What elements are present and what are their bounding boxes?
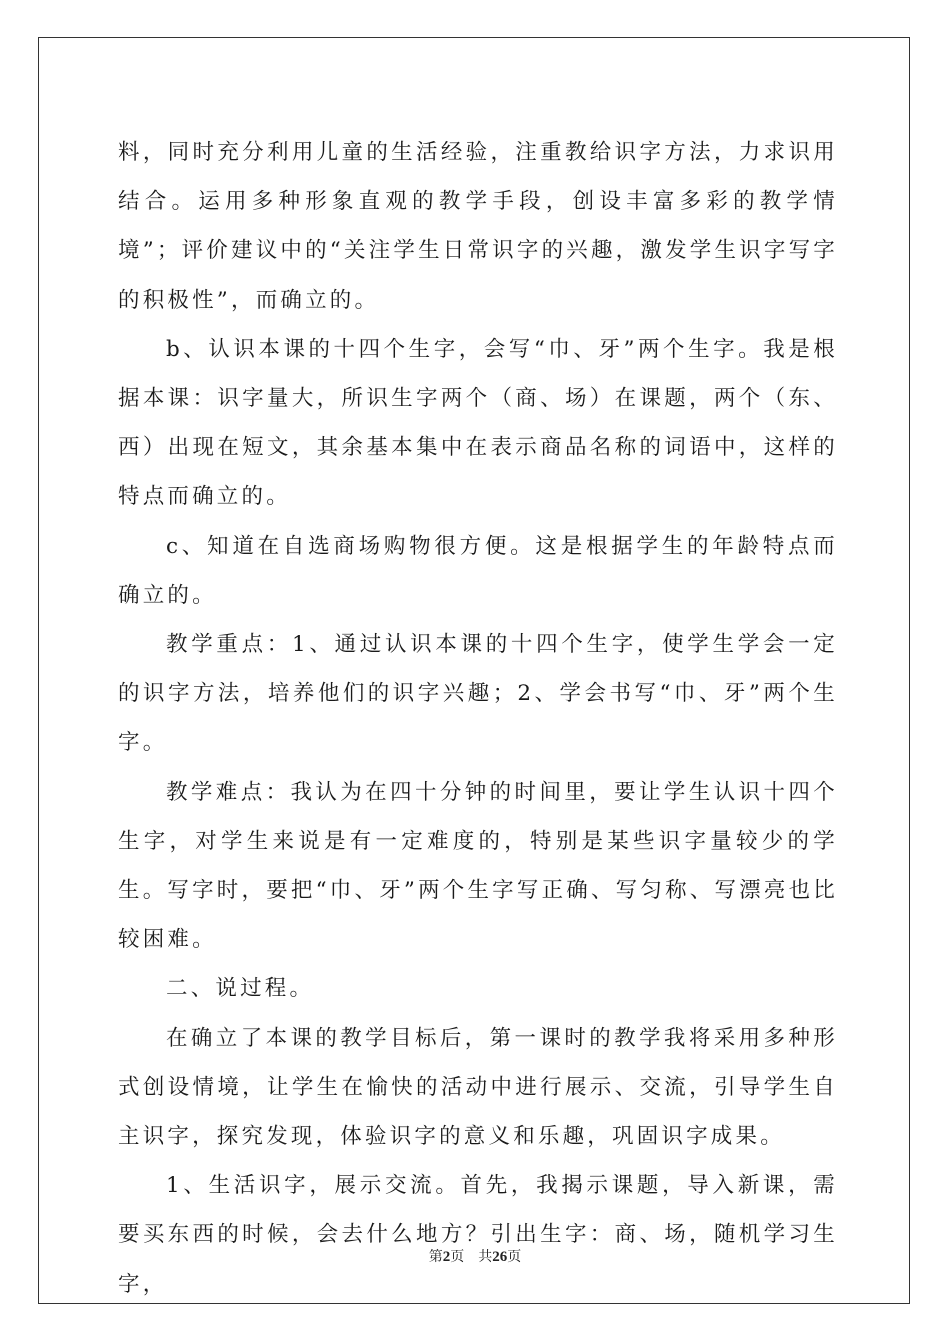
- total-suffix: 页: [507, 1249, 522, 1265]
- total-prefix: 共: [478, 1249, 493, 1265]
- total-pages-number: 26: [492, 1249, 508, 1265]
- paragraph-4: 教学重点：1、通过认识本课的十四个生字，使学生学会一定的识字方法，培养他们的识字兴趣；2、学会书写“巾、牙”两个生字。: [118, 632, 838, 756]
- paragraph-6: 二、说过程。: [166, 976, 315, 1002]
- page-footer: [0, 1246, 950, 1266]
- paragraph-1: 料，同时充分利用儿童的生活经验，注重教给识字方法，力求识用结合。运用多种形象直观的教学手段，创设丰富多彩的教学情境”；评价建议中的“关注学生日常识字的兴趣，激发学生识字写字的积极性”，而确立的。: [118, 140, 838, 313]
- paragraph-7: 在确立了本课的教学目标后，第一课时的教学我将采用多种形式创设情境，让学生在愉快的活动中进行展示、交流，引导学生自主识字，探究发现，体验识字的意义和乐趣，巩固识字成果。: [118, 1025, 838, 1150]
- document-body: [118, 128, 838, 1309]
- paragraph-3: c、知道在自选商场购物很方便。这是根据学生的年龄特点而确立的。: [118, 533, 838, 608]
- paragraph-8: 1、生活识字，展示交流。首先，我揭示课题，导入新课，需要买东西的时候，会去什么地方？引出生字：商、场，随机学习生字，: [118, 1173, 838, 1297]
- page-suffix: 页: [450, 1249, 465, 1265]
- paragraph-2: b、认识本课的十四个生字，会写“巾、牙”两个生字。我是根据本课：识字量大，所识生字两个（商、场）在课题，两个（东、西）出现在短文，其余基本集中在表示商品名称的词语中，这样的特点而确立的。: [118, 336, 838, 510]
- page-prefix: 第: [428, 1249, 443, 1265]
- current-page-number: 2: [442, 1249, 451, 1265]
- paragraph-5: 教学难点：我认为在四十分钟的时间里，要让学生认识十四个生字，对学生来说是有一定难度的，特别是某些识字量较少的学生。写字时，要把“巾、牙”两个生字写正确、写匀称、写漂亮也比较困难。: [118, 779, 838, 953]
